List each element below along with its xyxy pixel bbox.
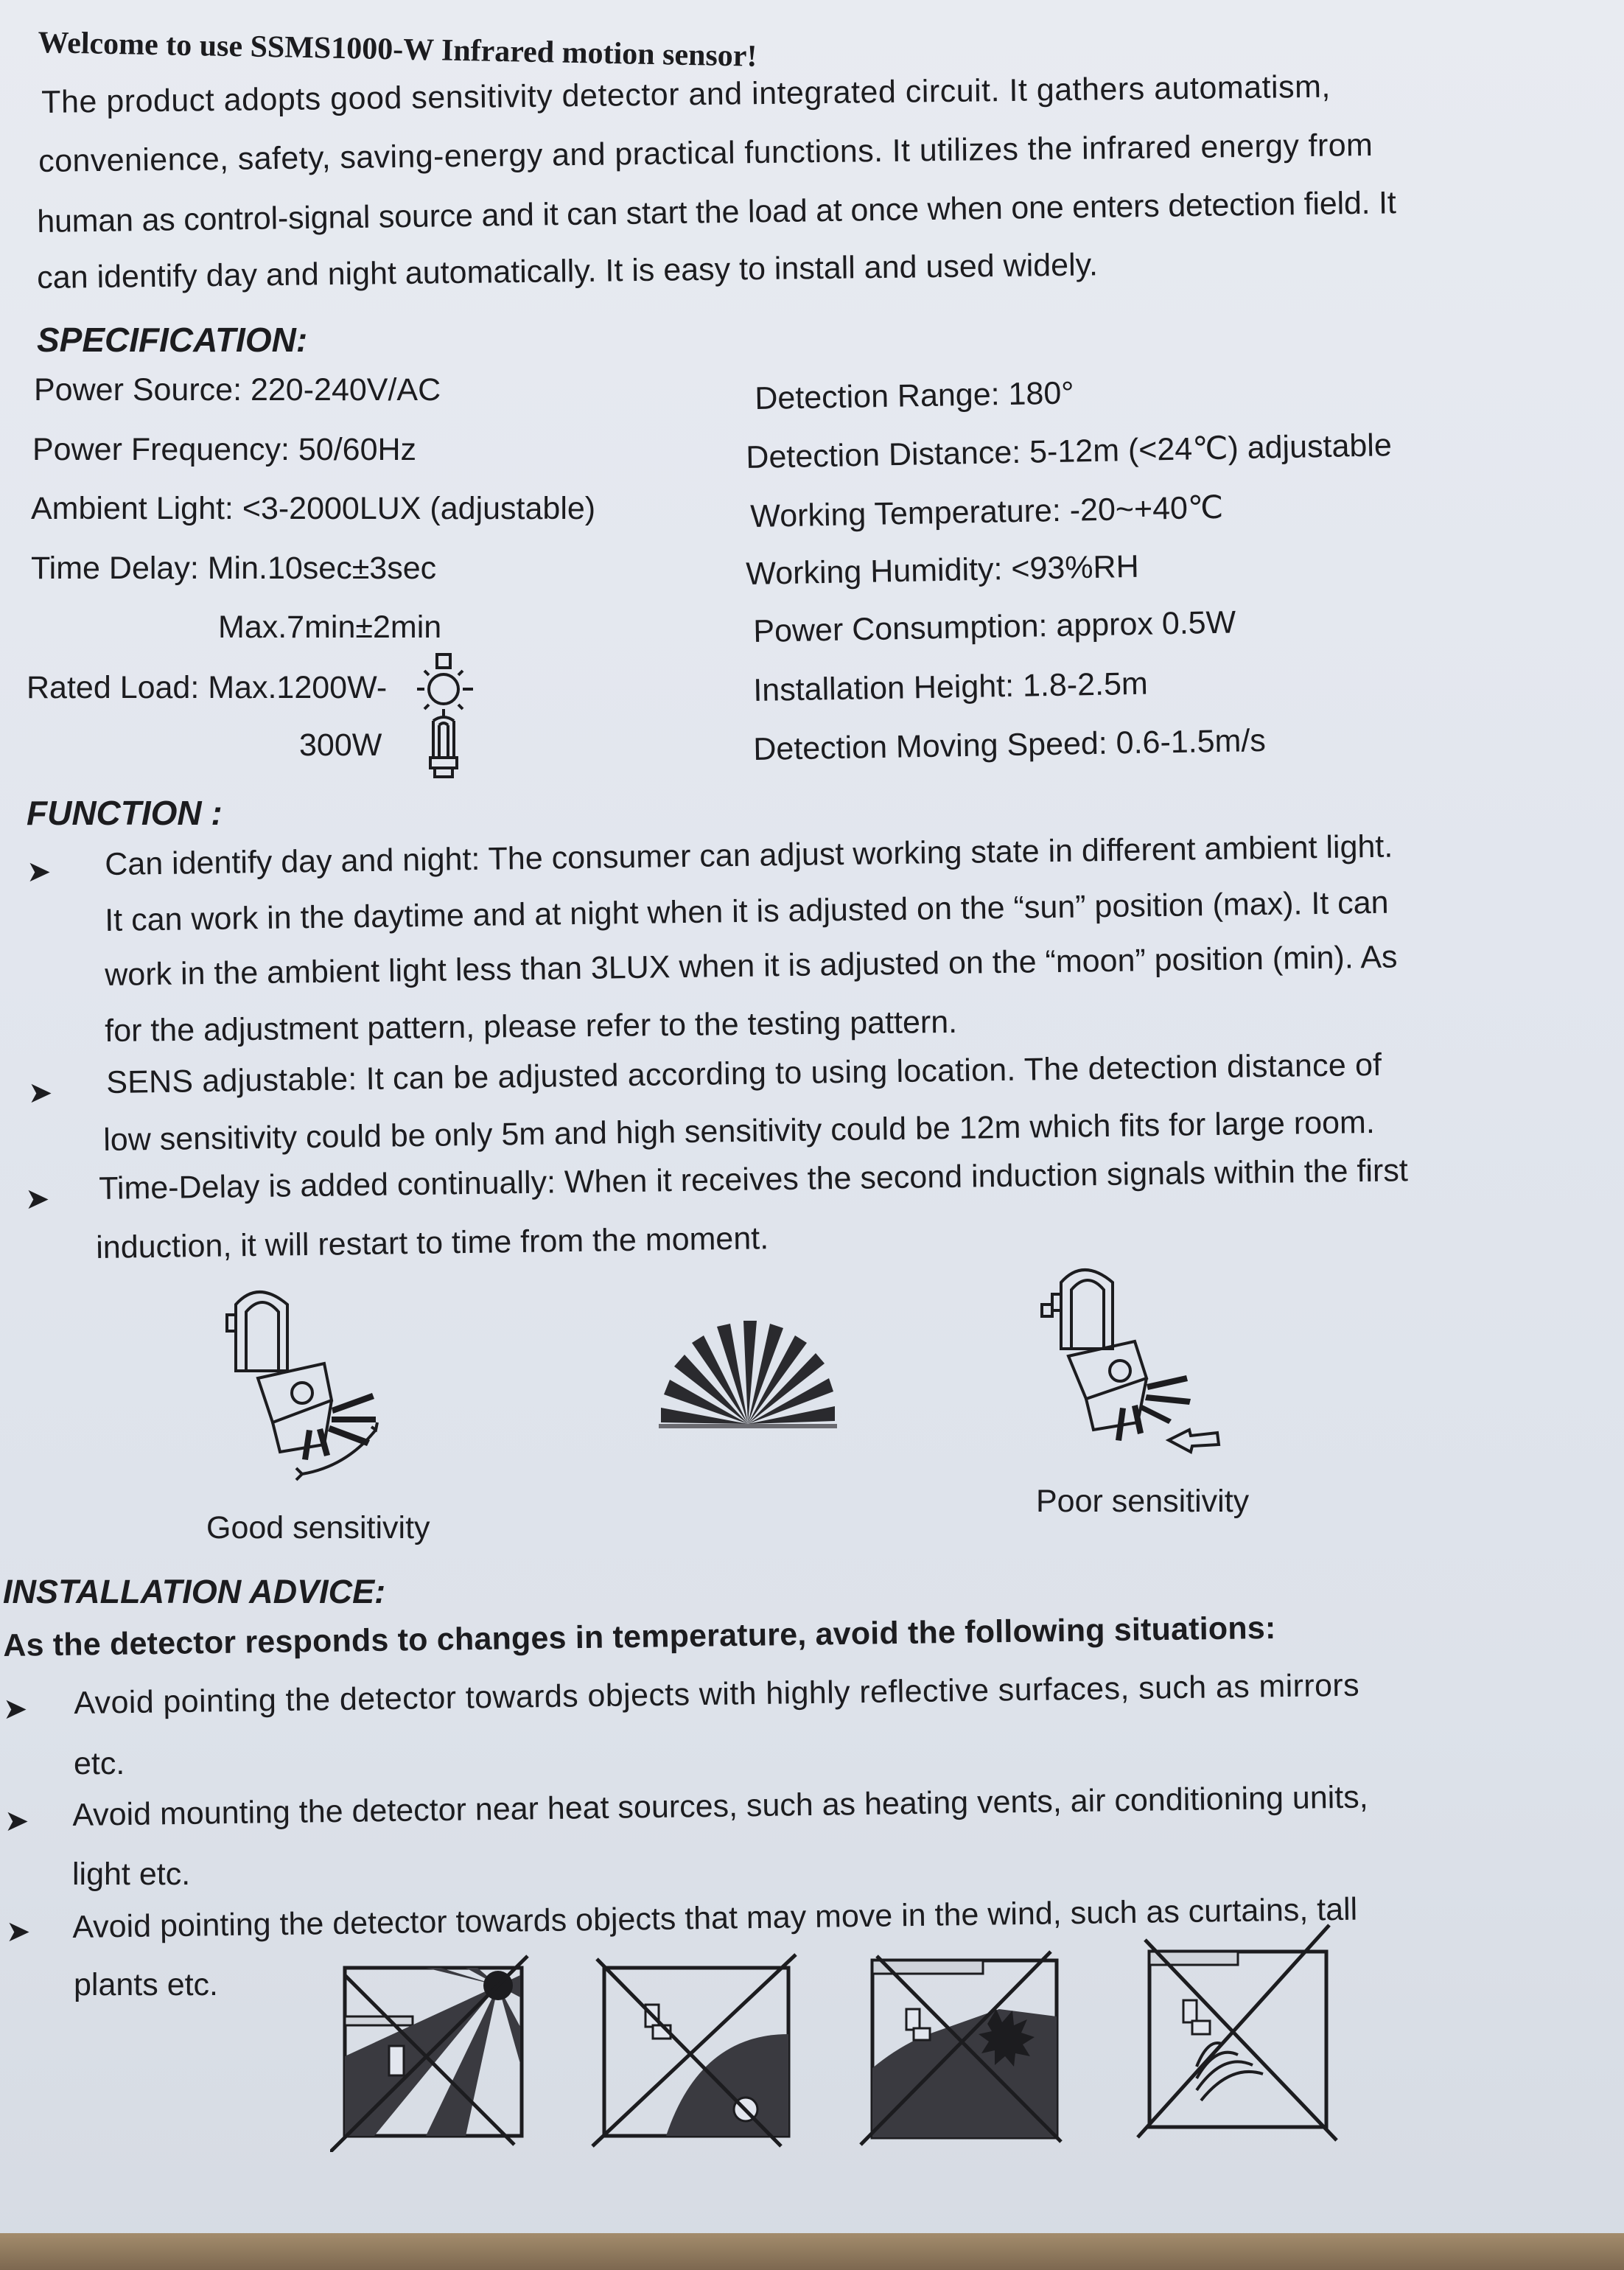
table-surface: [0, 2233, 1624, 2270]
spec-power-frequency: Power Frequency: 50/60Hz: [32, 432, 417, 467]
specification-heading: SPECIFICATION:: [37, 321, 308, 359]
function-item-1-line-2: It can work in the daytime and at night when it is adjusted on the “sun” position (max). It can: [104, 884, 1389, 938]
poor-sensitivity-caption: Poor sensitivity: [1036, 1484, 1250, 1519]
installation-item-3-line-1: Avoid pointing the detector towards objects that may move in the wind, such as curtains, tall: [71, 1891, 1358, 1945]
bullet-icon: ➤: [4, 1805, 29, 1837]
function-item-3-line-1: Time-Delay is added continually: When it receives the second induction signals within the first: [98, 1153, 1409, 1206]
bullet-icon: ➤: [25, 1183, 50, 1215]
intro-line-2: convenience, safety, saving-energy and practical functions. It utilizes the infrared energy from: [38, 127, 1373, 179]
spec-time-delay-max: Max.7min±2min: [218, 610, 442, 645]
good-sensitivity-caption: Good sensitivity: [206, 1510, 430, 1546]
spec-time-delay-min: Time Delay: Min.10sec±3sec: [31, 551, 437, 586]
function-item-1-line-1: Can identify day and night: The consumer can adjust working state in different ambient light.: [104, 828, 1393, 882]
mirror-reflection-warning-illustration: [330, 1946, 536, 2152]
spec-detection-moving-speed: Detection Moving Speed: 0.6-1.5m/s: [752, 722, 1267, 767]
installation-item-2-line-2: light etc.: [72, 1857, 191, 1892]
spec-rated-load: Rated Load: Max.1200W-: [27, 670, 388, 705]
installation-item-2-line-1: Avoid mounting the detector near heat sources, such as heating vents, air conditioning units,: [71, 1779, 1368, 1833]
function-item-2-line-2: low sensitivity could be only 5m and high sensitivity could be 12m which fits for large room.: [102, 1104, 1376, 1158]
spec-working-humidity: Working Humidity: <93%RH: [745, 548, 1140, 592]
air-conditioner-warning-illustration: [1135, 1919, 1341, 2148]
function-item-3-line-2: induction, it will restart to time from the moment.: [95, 1220, 769, 1265]
spec-detection-range: Detection Range: 180°: [754, 375, 1074, 416]
detection-fan-illustration: [656, 1294, 840, 1430]
function-heading: FUNCTION :: [27, 794, 223, 832]
bullet-icon: ➤: [28, 1077, 53, 1109]
installation-item-3-line-2: plants etc.: [74, 1967, 218, 2002]
installation-item-1-line-1: Avoid pointing the detector towards objects with highly reflective surfaces, such as mirrors: [73, 1667, 1360, 1721]
installation-intro: As the detector responds to changes in temperature, avoid the following situations:: [2, 1610, 1276, 1663]
bullet-icon: ➤: [6, 1915, 31, 1948]
intro-line-3: human as control-signal source and it can start the load at once when one enters detection field. It: [36, 185, 1396, 240]
moving-plants-warning-illustration: [855, 1935, 1068, 2149]
spec-power-consumption: Power Consumption: approx 0.5W: [752, 604, 1236, 649]
function-item-1-line-4: for the adjustment pattern, please refer to the testing pattern.: [104, 1004, 958, 1049]
spec-detection-distance: Detection Distance: 5-12m (<24℃) adjustable: [745, 427, 1393, 475]
spec-power-source: Power Source: 220-240V/AC: [34, 372, 441, 408]
document-title: Welcome to use SSMS1000-W Infrared motion sensor!: [38, 25, 757, 74]
bullet-icon: ➤: [27, 856, 52, 888]
cfl-bulb-icon: [421, 715, 466, 789]
spec-rated-load-cfl: 300W: [299, 727, 382, 763]
installation-item-1-line-2: etc.: [74, 1746, 125, 1781]
intro-line-1: The product adopts good sensitivity detector and integrated circuit. It gathers automatism,: [41, 69, 1331, 120]
function-item-1-line-3: work in the ambient light less than 3LUX when it is adjusted on the “moon” position (min). As: [104, 939, 1398, 993]
spec-ambient-light: Ambient Light: <3-2000LUX (adjustable): [31, 491, 596, 526]
poor-sensitivity-illustration: [1024, 1253, 1245, 1474]
bullet-icon: ➤: [3, 1693, 28, 1725]
spec-installation-height: Installation Height: 1.8-2.5m: [752, 666, 1149, 708]
spec-working-temperature: Working Temperature: -20~+40℃: [749, 489, 1224, 534]
intro-line-4: can identify day and night automatically. It is easy to install and used widely.: [36, 247, 1099, 296]
incandescent-bulb-icon: [414, 649, 480, 722]
good-sensitivity-illustration: [214, 1282, 391, 1489]
installation-heading: INSTALLATION ADVICE:: [3, 1573, 386, 1610]
function-item-2-line-1: SENS adjustable: It can be adjusted according to using location. The detection distance of: [105, 1047, 1382, 1100]
heat-source-warning-illustration: [589, 1946, 803, 2152]
